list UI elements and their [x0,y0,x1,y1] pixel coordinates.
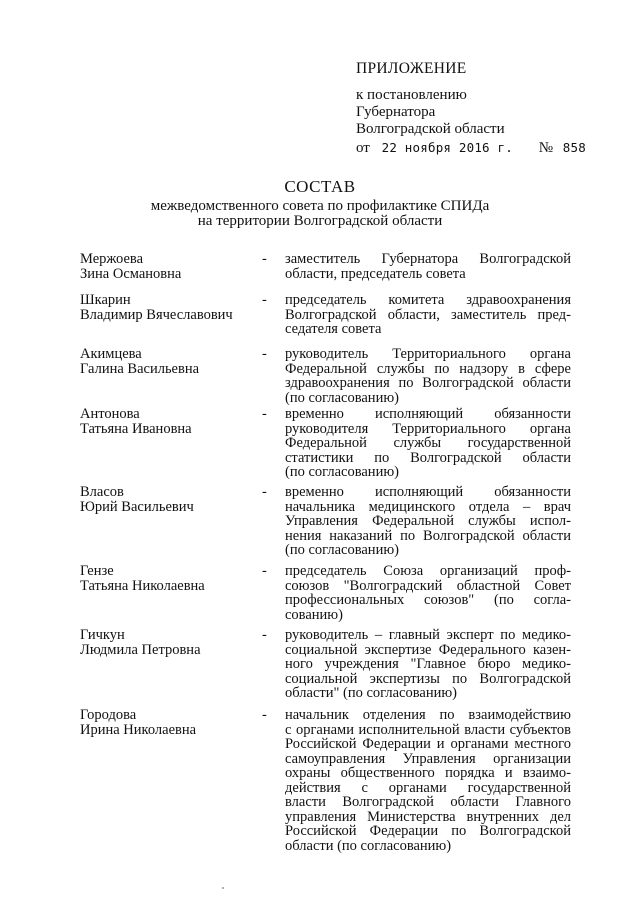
member-name [80,564,250,593]
member-name [80,708,250,737]
role-line: временно исполняющий обязанности [285,485,571,500]
member-given-name: Юрий Васильевич [80,498,194,515]
role-line: действия с органами государственной [285,780,571,795]
role-line: заместитель Губернатора Волгоградской [285,252,571,267]
role-line: председатель комитета здравоохранения [285,293,571,308]
role-line: здравоохранения по Волгоградской области [285,376,571,391]
role-line: самоуправления Управления организации [285,751,571,766]
member-surname: Городова [80,707,137,723]
member-role [285,708,571,853]
member-name [80,293,250,322]
member-dash: - [262,707,267,723]
role-line: профессиональных союзов" (по согла- [285,593,571,608]
member-dash: - [262,484,267,500]
role-line: Управления Федеральной службы испол- [285,514,571,529]
member-surname: Гичкун [80,627,125,643]
member-name [80,252,250,281]
member-given-name: Ирина Николаевна [80,721,197,738]
member-name [80,628,250,657]
number-sign: № [538,140,554,156]
role-line: руководителя Территориального органа [285,421,571,436]
member-given-name: Татьяна Николаевна [80,577,205,594]
role-line: (по согласованию) [285,543,399,558]
member-surname: Власов [80,484,124,500]
role-line: Волгоградской области, заместитель пред- [285,307,571,322]
role-line: (по согласованию) [285,390,399,405]
member-surname: Шкарин [80,292,131,308]
role-line: статистики по Волгоградской области [285,450,571,465]
role-line: временно исполняющий обязанности [285,407,571,422]
role-line: Российской Федерации и органами местного [285,737,571,752]
member-dash: - [262,292,267,308]
member-role [285,252,571,281]
role-line: социальной экспертизы по Волгоградской [285,671,571,686]
member-surname: Мержоева [80,251,143,267]
member-given-name: Владимир Вячеславович [80,306,233,323]
role-line: области, председатель совета [285,266,466,281]
member-role [285,407,571,480]
role-line: начальник отделения по взаимодействию [285,708,571,723]
member-dash: - [262,563,267,579]
member-name [80,485,250,514]
role-line: Российской Федерации по Волгоградской [285,824,571,839]
member-dash: - [262,346,267,362]
appendix-line: Губернатора [356,104,436,120]
role-line: области" (по согласованию) [285,686,458,701]
role-line: с органами исполнительной власти субъектов [285,722,571,737]
member-dash: - [262,406,267,422]
role-line: сованию) [285,607,343,622]
appendix-line: Волгоградской области [356,121,505,137]
member-role [285,293,571,337]
member-given-name: Татьяна Ивановна [80,420,192,437]
subtitle-line: на территории Волгоградской области [197,213,443,229]
role-line: власти Волгоградской области Главного [285,795,571,810]
appendix-line: к постановлению [356,87,467,103]
member-role [285,564,571,622]
role-line: социальной экспертизе Федерального казен- [285,642,571,657]
decree-date: 22 ноября 2016 г. [381,140,513,155]
member-role [285,347,571,405]
subtitle-line: межведомственного совета по профилактике СПИДа [150,198,490,214]
role-line: союзов "Волгоградский областной Совет [285,578,571,593]
decree-number: 858 [562,140,586,155]
member-role [285,485,571,558]
role-line: области (по согласованию) [285,838,452,853]
role-line: охраны общественного порядка и взаимо- [285,766,571,781]
role-line: председатель Союза организаций проф- [285,564,571,579]
member-given-name: Зина Османовна [80,265,182,282]
member-surname: Акимцева [80,346,142,362]
role-line: Федеральной службы государственной [285,436,571,451]
role-line: руководитель Территориального органа [285,347,571,362]
role-line: руководитель – главный эксперт по медико- [285,628,571,643]
role-line: ного учреждения "Главное бюро медико- [285,657,571,672]
role-line: Федеральной службы по надзору в сфере [285,361,571,376]
scan-speck [222,887,224,889]
member-given-name: Галина Васильевна [80,360,200,377]
member-role [285,628,571,701]
date-prefix: от [356,140,370,156]
role-line: начальника медицинского отдела – врач [285,499,571,514]
member-surname: Антонова [80,406,140,422]
member-given-name: Людмила Петровна [80,641,201,658]
member-name [80,407,250,436]
role-line: нения наказаний по Волгоградской области [285,528,571,543]
member-name [80,347,250,376]
member-surname: Гензе [80,563,114,579]
appendix-title: ПРИЛОЖЕНИЕ [356,60,467,77]
role-line: седателя совета [285,322,382,337]
document-title: СОСТАВ [284,177,356,196]
role-line: (по согласованию) [285,465,399,480]
role-line: управления Министерства внутренних дел [285,809,571,824]
member-dash: - [262,627,267,643]
member-dash: - [262,251,267,267]
